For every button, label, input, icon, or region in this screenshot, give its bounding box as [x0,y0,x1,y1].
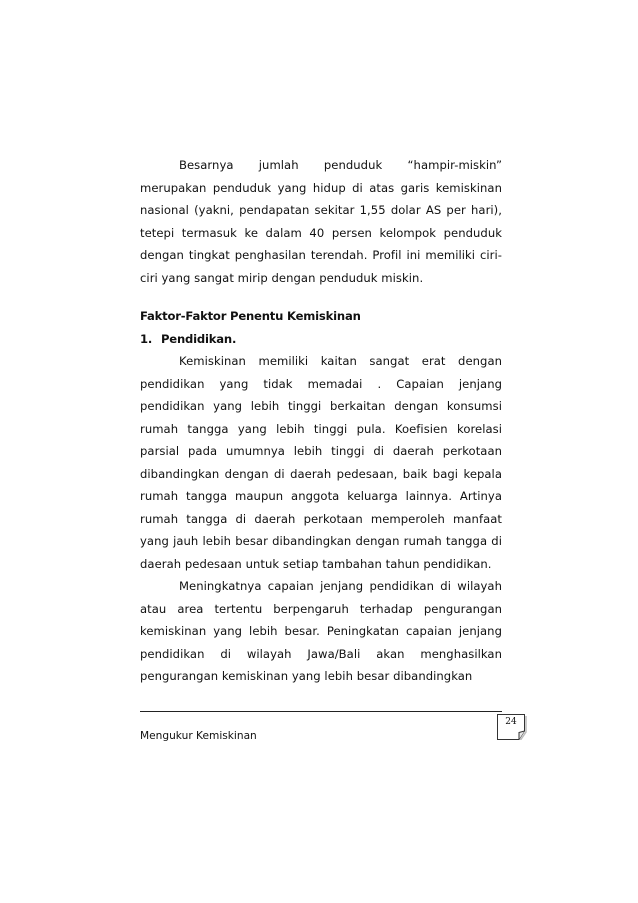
spacer [140,289,502,305]
footer-title: Mengukur Kemiskinan [140,730,257,742]
subsection-heading [140,328,502,351]
page-number: 24 [505,717,517,727]
paragraph-hampir-miskin: Besarnya jumlah penduduk “hampir-miskin” merupakan penduduk yang hidup di atas garis kemiskinan nasional (yakni, pendapatan sekitar 1,55 dolar AS per hari), tetepi termasuk ke dalam 40 persen kelompok penduduk dengan tingkat penghasilan terendah. Profil ini memiliki ciri-ciri yang sangat mirip dengan penduduk miskin. [140,158,502,285]
paragraph-capaian-jenjang: Meningkatnya capaian jenjang pendidikan di wilayah atau area tertentu berpengaruh terhadap pengurangan kemiskinan yang lebih besar. Peningkatan capaian jenjang pendidikan di wilayah Jawa/Bali akan menghasilkan pengurangan kemiskinan yang lebih besar dibandingkan [140,579,502,683]
section-heading: Faktor-Faktor Penentu Kemiskinan [140,309,361,323]
subsection-title: Pendidikan. [161,331,237,346]
subsection-number: 1. [140,331,153,346]
page-body [140,154,502,688]
footer-divider [140,711,502,712]
page-number-box [497,714,529,740]
paragraph-kemiskinan-pendidikan: Kemiskinan memiliki kaitan sangat erat dengan pendidikan yang tidak memadai . Capaian jenjang pendidikan yang lebih tinggi berkaitan dengan konsumsi rumah tangga yang lebih tinggi pula. Koefisien korelasi parsial pada umumnya lebih tinggi di daerah perkotaan dibandingkan dengan di daerah pedesaan, baik bagi kepala rumah tangga maupun anggota keluarga lainnya. Artinya rumah tangga di daerah perkotaan memperoleh manfaat yang jauh lebih besar dibandingkan dengan rumah tangga di daerah pedesaan untuk setiap tambahan tahun pendidikan. [140,354,502,571]
